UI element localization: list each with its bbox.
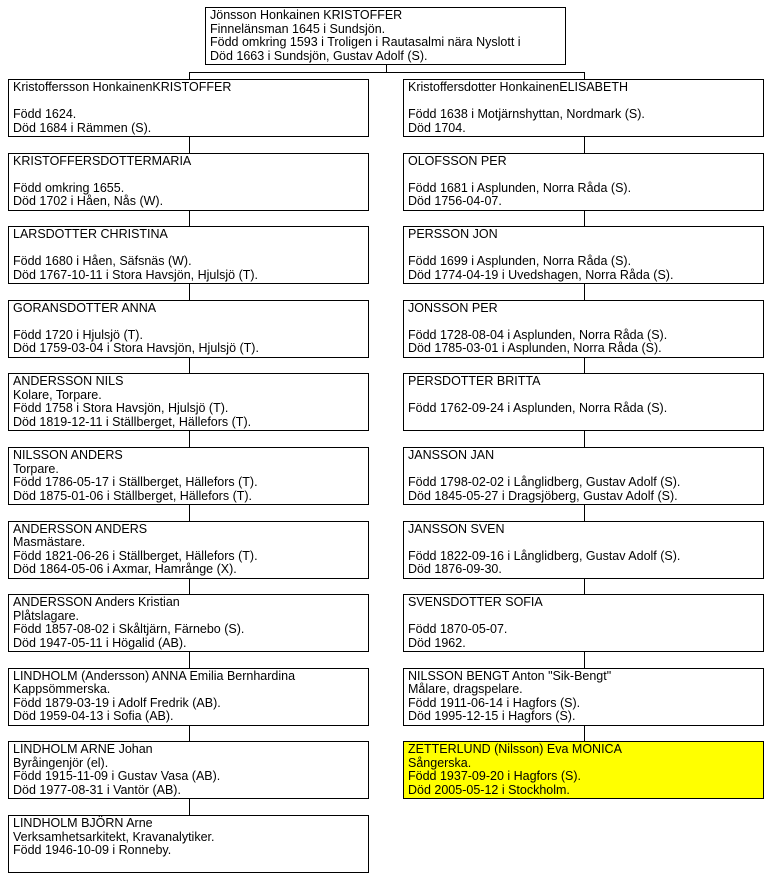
person-line: Född 1786-05-17 i Ställberget, Hällefors (T).: [13, 475, 258, 489]
person-line: [408, 463, 759, 477]
connector-line: [189, 284, 190, 300]
right-person-box-7: [403, 594, 764, 652]
person-line: [408, 389, 759, 403]
person-line: Född 1911-06-14 i Hagfors (S).: [408, 695, 581, 710]
left-person-box-6: [8, 521, 369, 579]
person-line: Död 1759-03-04 i Stora Havsjön, Hjulsjö (T).: [13, 341, 259, 356]
connector-line: [584, 72, 585, 79]
person-line: NILSSON ANDERS: [13, 448, 123, 462]
left-person-box-8: [8, 668, 369, 726]
right-person-box-3: [403, 300, 764, 358]
person-line: [408, 536, 759, 550]
person-line: Född 1720 i Hjulsjö (T).: [13, 327, 143, 342]
connector-line: [189, 137, 190, 153]
person-line: [408, 242, 759, 256]
person-line: PERSSON JON: [408, 227, 498, 242]
connector-line: [584, 358, 585, 374]
right-person-box-5: [403, 447, 764, 505]
connector-line: [584, 726, 585, 742]
connector-line: [386, 65, 387, 72]
person-line: Född 1822-09-16 i Långlidberg, Gustav Adolf (S).: [408, 548, 681, 563]
person-line: [13, 95, 364, 109]
left-person-box-1: [8, 153, 369, 211]
right-person-box-9: [403, 741, 764, 799]
person-line: Död 1819-12-11 i Ställberget, Hällefors (T).: [13, 414, 252, 429]
person-line: Död 1785-03-01 i Asplunden, Norra Råda (S).: [408, 341, 662, 356]
connector-line: [189, 358, 190, 374]
connector-line: [189, 652, 190, 668]
right-person-box-0: [403, 79, 764, 137]
person-line: [408, 416, 759, 430]
person-line: [408, 95, 759, 109]
person-line: Plåtslagare.: [13, 608, 80, 623]
person-line: [408, 610, 759, 624]
person-line: Död 1845-05-27 i Dragsjöberg, Gustav Adolf (S).: [408, 488, 678, 503]
person-line: KRISTOFFERSDOTTERMARIA: [13, 153, 192, 168]
person-line: Död 1876-09-30.: [408, 562, 502, 577]
person-line: Masmästare.: [13, 535, 86, 550]
connector-line: [584, 431, 585, 447]
person-line: Född 1870-05-07.: [408, 622, 508, 637]
person-line: Född 1699 i Asplunden, Norra Råda (S).: [408, 254, 632, 269]
person-line: Död 1756-04-07.: [408, 194, 502, 209]
person-line: [408, 168, 759, 182]
connector-line: [189, 431, 190, 447]
person-line: Kristoffersson HonkainenKRISTOFFER: [13, 80, 232, 94]
connector-line: [189, 726, 190, 742]
person-line: Död 1959-04-13 i Sofia (AB).: [13, 709, 174, 724]
person-line: Död 1704.: [408, 120, 466, 135]
left-person-box-4: [8, 373, 369, 431]
left-person-box-9: [8, 741, 369, 799]
person-line: Död 1875-01-06 i Ställberget, Hällefors (T).: [13, 488, 253, 503]
connector-line: [189, 72, 585, 73]
person-line: PERSDOTTER BRITTA: [408, 374, 541, 389]
person-line: ZETTERLUND (Nilsson) Eva MONICA: [408, 742, 622, 757]
person-line: Död 2005-05-12 i Stockholm.: [408, 782, 570, 797]
right-person-box-4: [403, 373, 764, 431]
person-line: JANSSON JAN: [408, 448, 495, 462]
person-line: [408, 315, 759, 329]
person-line: Född 1879-03-19 i Adolf Fredrik (AB).: [13, 695, 221, 710]
person-line: Verksamhetsarkitekt, Kravanalytiker.: [13, 829, 215, 844]
connector-line: [189, 505, 190, 521]
person-line: ANDERSSON NILS: [13, 374, 124, 389]
person-line: Sångerska.: [408, 755, 472, 770]
left-person-box-7: [8, 594, 369, 652]
person-line: [13, 242, 364, 256]
person-line: Död 1864-05-06 i Axmar, Hamrånge (X).: [13, 562, 237, 577]
left-person-box-10: [8, 815, 369, 873]
person-line: Död 1663 i Sundsjön, Gustav Adolf (S).: [210, 48, 428, 63]
connector-line: [189, 799, 190, 815]
left-person-box-2: [8, 226, 369, 284]
person-line: Född omkring 1593 i Troligen i Rautasalmi nära Nyslott i: [210, 35, 521, 49]
person-line: JONSSON PER: [408, 300, 498, 315]
right-person-box-1: [403, 153, 764, 211]
person-line: Död 1774-04-19 i Uvedshagen, Norra Råda (S).: [408, 267, 674, 282]
person-line: Död 1767-10-11 i Stora Havsjön, Hjulsjö (T).: [13, 267, 259, 282]
person-line: Född 1915-11-09 i Gustav Vasa (AB).: [13, 769, 221, 784]
person-line: Född 1762-09-24 i Asplunden, Norra Råda (S).: [408, 401, 668, 416]
connector-line: [584, 137, 585, 153]
person-line: Död 1962.: [408, 635, 466, 650]
connector-line: [584, 211, 585, 227]
root-person-box: [205, 7, 566, 65]
person-line: Död 1995-12-15 i Hagfors (S).: [408, 709, 576, 724]
person-line: Född 1728-08-04 i Asplunden, Norra Råda (S).: [408, 327, 668, 342]
person-line: Död 1977-08-31 i Vantör (AB).: [13, 782, 181, 797]
person-line: [13, 168, 364, 182]
person-line: Byråingenjör (el).: [13, 755, 109, 770]
person-line: Född 1758 i Stora Havsjön, Hjulsjö (T).: [13, 401, 229, 416]
connector-line: [189, 211, 190, 227]
person-line: LINDHOLM ARNE Johan: [13, 742, 153, 757]
right-person-box-8: [403, 668, 764, 726]
person-line: Död 1684 i Rämmen (S).: [13, 120, 152, 135]
person-line: OLOFSSON PER: [408, 153, 507, 168]
left-person-box-3: [8, 300, 369, 358]
person-line: ANDERSSON ANDERS: [13, 521, 148, 536]
person-line: Jönsson Honkainen KRISTOFFER: [210, 8, 403, 22]
connector-line: [189, 72, 190, 79]
person-line: LINDHOLM (Andersson) ANNA Emilia Bernhardina: [13, 668, 296, 683]
connector-line: [584, 652, 585, 668]
person-line: Född 1937-09-20 i Hagfors (S).: [408, 769, 582, 784]
connector-line: [584, 284, 585, 300]
right-person-box-2: [403, 226, 764, 284]
person-line: Född 1624.: [13, 107, 77, 121]
person-line: Kappsömmerska.: [13, 682, 111, 697]
person-line: Kristoffersdotter HonkainenELISABETH: [408, 80, 629, 94]
left-person-box-5: [8, 447, 369, 505]
person-line: Död 1947-05-11 i Högalid (AB).: [13, 635, 187, 650]
person-line: Född 1681 i Asplunden, Norra Råda (S).: [408, 180, 632, 195]
connector-line: [584, 579, 585, 595]
person-line: [13, 858, 364, 872]
person-line: [13, 315, 364, 329]
person-line: Kolare, Torpare.: [13, 387, 102, 402]
person-line: SVENSDOTTER SOFIA: [408, 595, 543, 610]
person-line: Född omkring 1655.: [13, 180, 125, 195]
person-line: LINDHOLM BJÖRN Arne: [13, 816, 153, 830]
person-line: ANDERSSON Anders Kristian: [13, 595, 180, 610]
person-line: Torpare.: [13, 461, 59, 476]
person-line: Född 1946-10-09 i Ronneby.: [13, 843, 172, 857]
person-line: Född 1680 i Håen, Säfsnäs (W).: [13, 254, 192, 269]
left-person-box-0: [8, 79, 369, 137]
person-line: Född 1821-06-26 i Ställberget, Hällefors (T).: [13, 548, 258, 563]
connector-line: [189, 579, 190, 595]
right-person-box-6: [403, 521, 764, 579]
person-line: Död 1702 i Håen, Nås (W).: [13, 194, 164, 209]
person-line: Född 1798-02-02 i Långlidberg, Gustav Adolf (S).: [408, 475, 681, 489]
person-line: Född 1857-08-02 i Skåltjärn, Färnebo (S).: [13, 622, 245, 637]
connector-line: [584, 505, 585, 521]
person-line: JANSSON SVEN: [408, 521, 505, 536]
person-line: NILSSON BENGT Anton "Sik-Bengt": [408, 668, 612, 683]
person-line: Målare, dragspelare.: [408, 682, 523, 697]
person-line: Född 1638 i Motjärnshyttan, Nordmark (S).: [408, 107, 645, 121]
person-line: GORANSDOTTER ANNA: [13, 300, 157, 315]
person-line: Finnelänsman 1645 i Sundsjön.: [210, 21, 386, 36]
person-line: LARSDOTTER CHRISTINA: [13, 227, 168, 242]
